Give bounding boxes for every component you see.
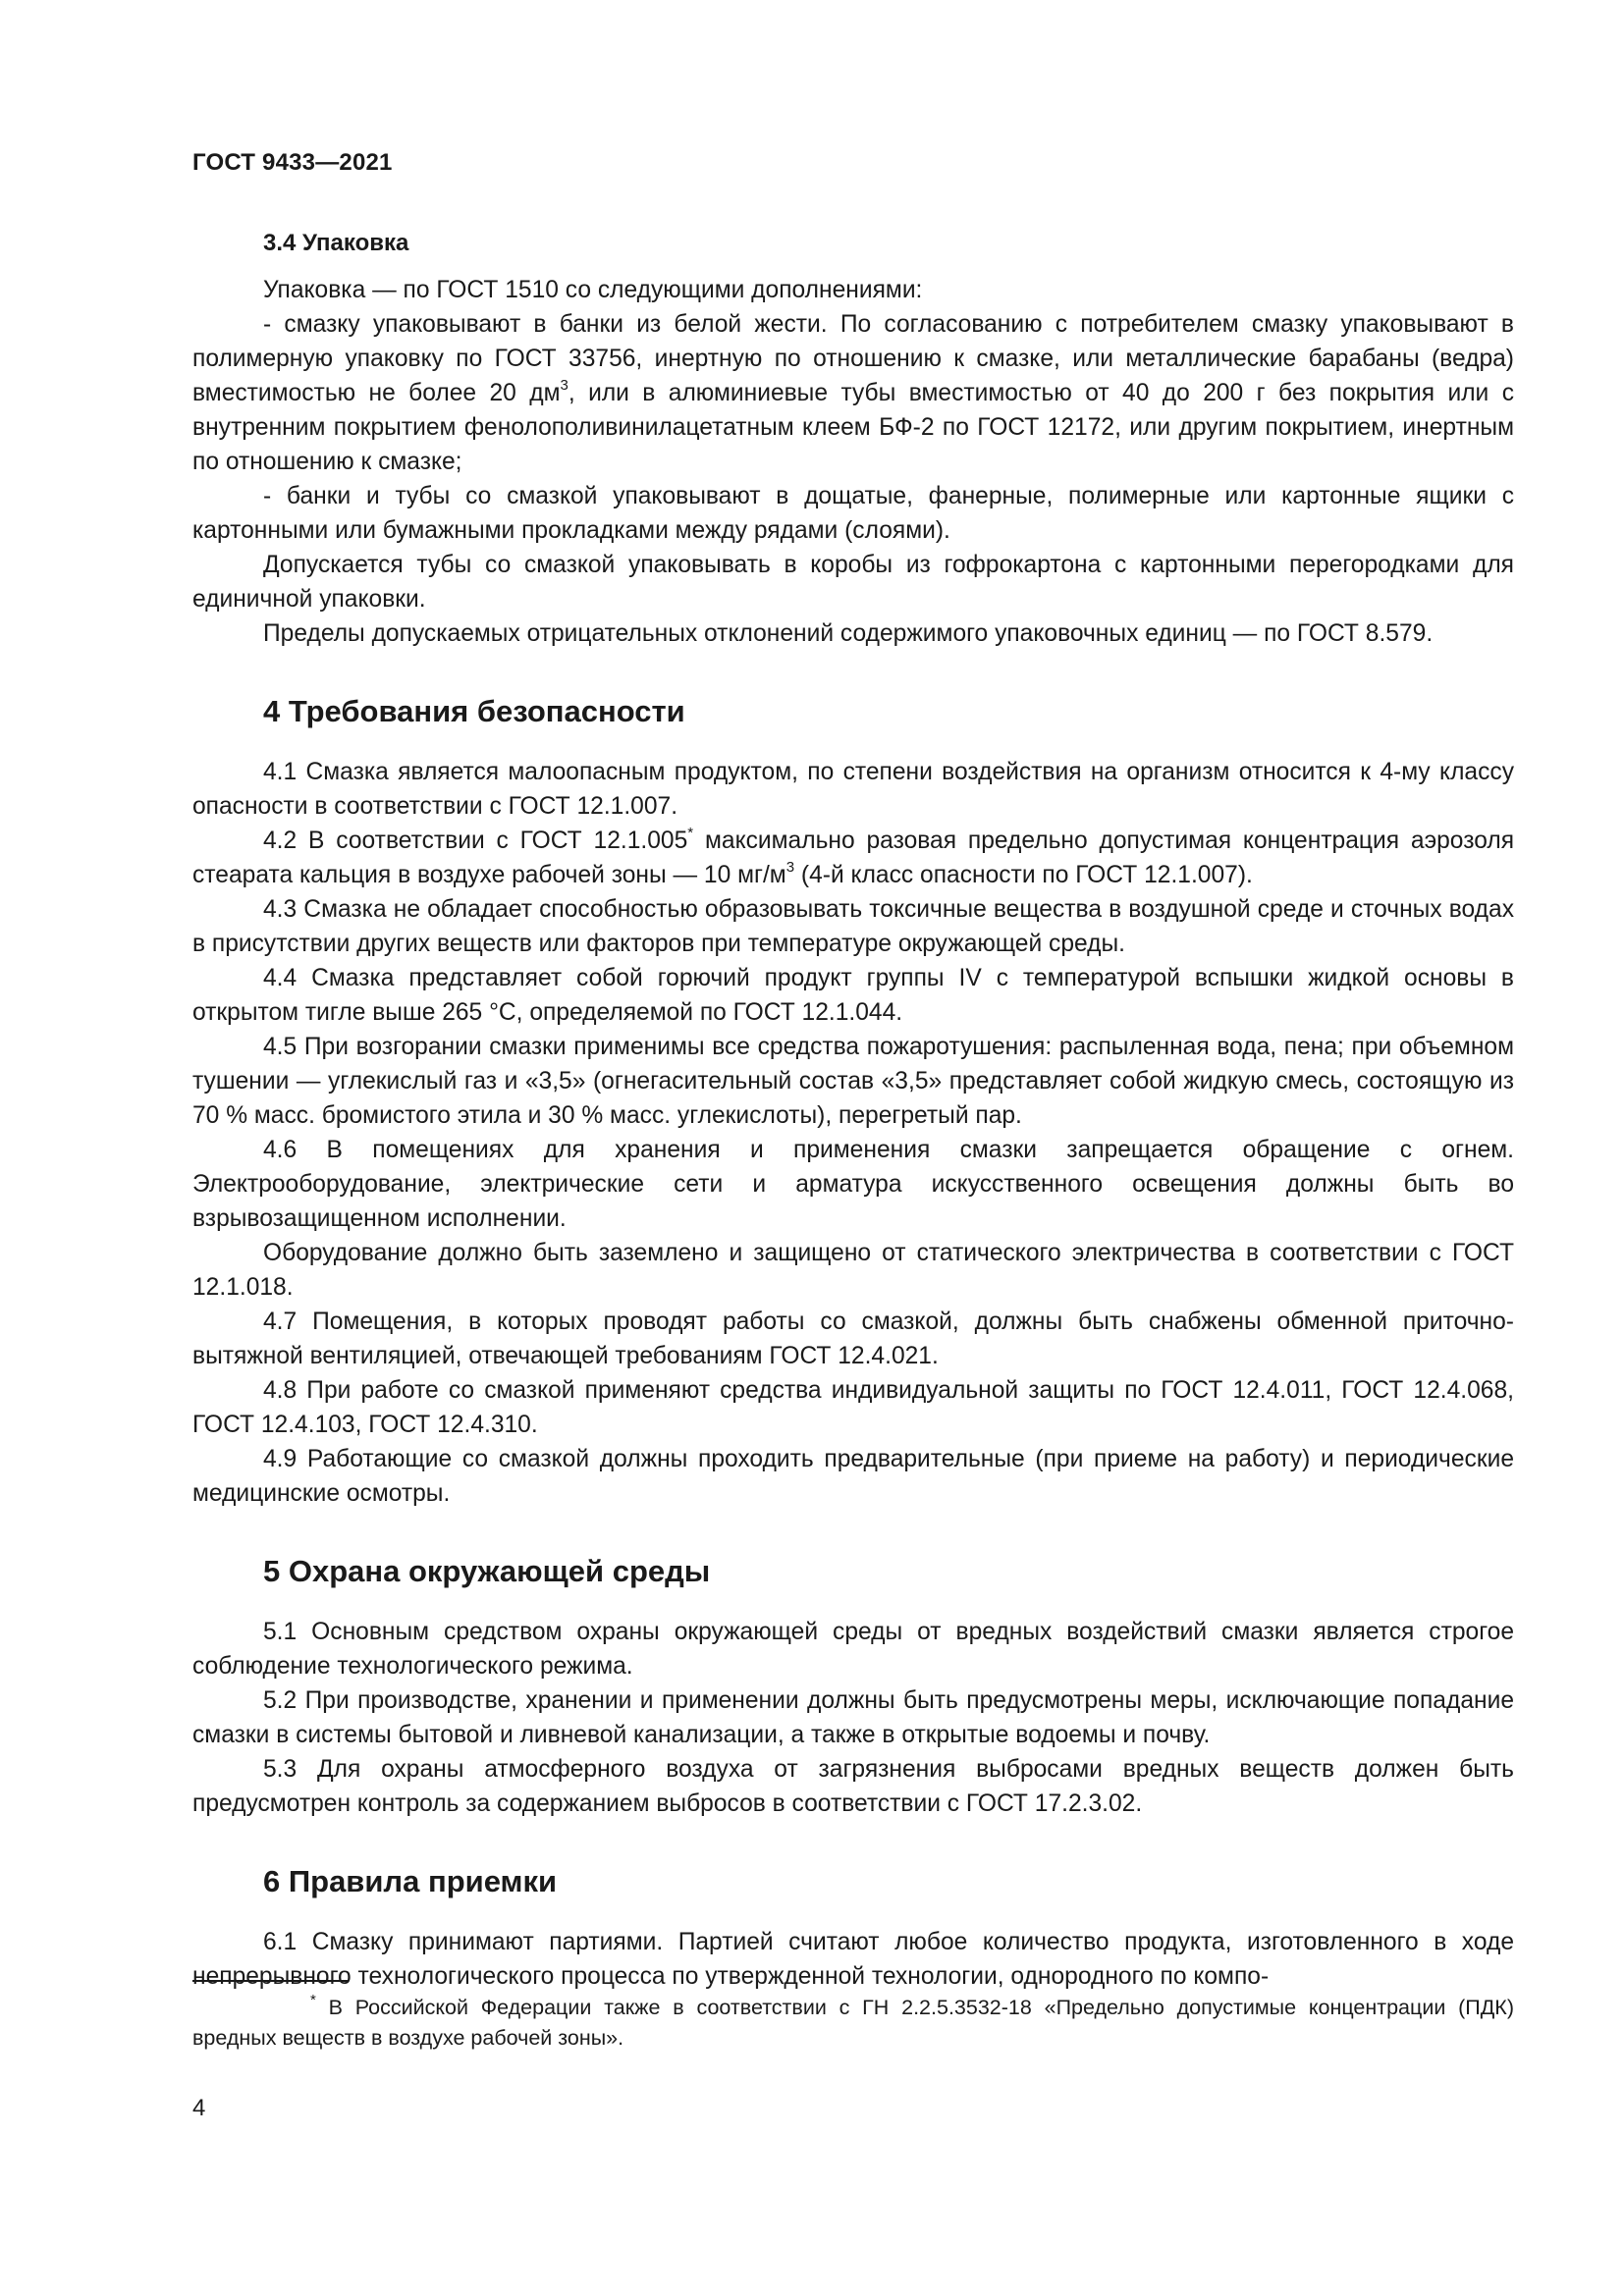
running-header: ГОСТ 9433—2021	[192, 149, 393, 176]
paragraph-4-9: 4.9 Работающие со смазкой должны проходить предварительные (при приеме на работу) и периодические медицинские осмотры.	[192, 1446, 1514, 1507]
section-heading-6: 6 Правила приемки	[263, 1864, 558, 1898]
paragraph-4-7: 4.7 Помещения, в которых проводят работы со смазкой, должны быть снабжены обменной приточно-вытяжной вентиляцией, отвечающей требованиям ГОСТ 12.4.021.	[192, 1308, 1514, 1369]
section-heading-4: 4 Требования безопасности	[263, 694, 685, 728]
paragraph-5-1: 5.1 Основным средством охраны окружающей среды от вредных воздействий смазки является строгое соблюдение технологического режима.	[192, 1619, 1514, 1680]
paragraph-4-5: 4.5 При возгорании смазки применимы все средства пожаротушения: распыленная вода, пена; при объемном тушении — углекислый газ и «3,5» (огнегасительный состав «3,5» представляет собой жидкую смесь, состоящую из 70 % масс. бромистого этила и 30 % масс. углекислоты), перегретый пар.	[192, 1034, 1514, 1129]
superscript: 3	[560, 376, 568, 394]
footnote	[192, 1993, 1514, 2054]
text-run: максимально разовая предельно допустимая концентрация аэрозоля стеарата кальция в воздухе рабочей зоны — 10 мг/м	[192, 828, 1515, 888]
document-page	[192, 0, 1514, 2296]
footnote-text: В Российской Федерации также в соответствии с ГН 2.2.5.3532-18 «Предельно допустимые концентрации (ПДК) вредных веществ в воздухе рабочей зоны».	[192, 1996, 1514, 2050]
paragraph-4-3: 4.3 Смазка не обладает способностью образовывать токсичные вещества в воздушной среде и сточных водах в присутствии других веществ или факторов при температуре окружающей среды.	[192, 896, 1514, 957]
subsection-heading-3-4: 3.4 Упаковка	[263, 230, 409, 256]
footnote-divider	[192, 1980, 348, 1982]
text-run: (4-й класс опасности по ГОСТ 12.1.007).	[794, 862, 1253, 888]
text-run: , или в алюминиевые тубы вместимостью от 40 до 200 г без покрытия или с внутренним покрытием фенолополивинилацетатным клеем БФ-2 по ГОСТ 12172, или другим покрытием, инертным по отношению к смазке;	[192, 380, 1514, 475]
paragraph-4-8: 4.8 При работе со смазкой применяют средства индивидуальной защиты по ГОСТ 12.4.011, ГОСТ 12.4.068, ГОСТ 12.4.103, ГОСТ 12.4.310.	[192, 1377, 1514, 1438]
footnote-marker-wrap	[192, 1991, 316, 2019]
paragraph-3-4-intro: Упаковка — по ГОСТ 1510 со следующими дополнениями:	[263, 277, 923, 303]
paragraph-4-1: 4.1 Смазка является малоопасным продуктом, по степени воздействия на организм относится к 4-му классу опасности в соответствии с ГОСТ 12.1.007.	[192, 759, 1514, 820]
section-heading-5: 5 Охрана окружающей среды	[263, 1554, 711, 1588]
paragraph-5-3: 5.3 Для охраны атмосферного воздуха от загрязнения выбросами вредных веществ должен быть предусмотрен контроль за содержанием выбросов в соответствии с ГОСТ 17.2.3.02.	[192, 1756, 1514, 1817]
footnote-marker: *	[310, 1991, 316, 2008]
paragraph-3-4-deviations: Пределы допускаемых отрицательных отклонений содержимого упаковочных единиц — по ГОСТ 8.579.	[263, 620, 1434, 647]
paragraph-3-4-corrugated: Допускается тубы со смазкой упаковывать в коробы из гофрокартона с картонными перегородками для единичной упаковки.	[192, 552, 1514, 613]
superscript: 3	[785, 858, 795, 876]
paragraph-6-1: 6.1 Смазку принимают партиями. Партией считают любое количество продукта, изготовленного в ходе непрерывного технологического процесса по утвержденной технологии, однородного по компо-	[192, 1929, 1514, 1990]
footnote-reference: *	[687, 824, 694, 841]
page-content	[192, 226, 1514, 1994]
paragraph-4-2	[192, 824, 1514, 892]
paragraph-3-4-cans	[192, 307, 1514, 479]
paragraph-5-2: 5.2 При производстве, хранении и применении должны быть предусмотрены меры, исключающие попадание смазки в системы бытовой и ливневой канализации, а также в открытые водоемы и почву.	[192, 1687, 1514, 1748]
text-run: 4.2 В соответствии с ГОСТ 12.1.005	[263, 828, 688, 854]
paragraph-4-6: 4.6 В помещениях для хранения и применения смазки запрещается обращение с огнем. Электрооборудование, электрические сети и арматура искусственного освещения должны быть во взрывозащищенном исполнении.	[192, 1137, 1514, 1232]
page-number: 4	[192, 2095, 206, 2121]
paragraph-3-4-boxes: - банки и тубы со смазкой упаковывают в дощатые, фанерные, полимерные или картонные ящики с картонными или бумажными прокладками между рядами (слоями).	[192, 483, 1514, 544]
paragraph-4-4: 4.4 Смазка представляет собой горючий продукт группы IV с температурой вспышки жидкой основы в открытом тигле выше 265 °С, определяемой по ГОСТ 12.1.044.	[192, 965, 1514, 1026]
paragraph-4-6-grounding: Оборудование должно быть заземлено и защищено от статического электричества в соответствии с ГОСТ 12.1.018.	[192, 1240, 1514, 1301]
text-run: - смазку упаковывают в банки из белой жести. По согласованию с потребителем смазку упаковывают в полимерную упаковку по ГОСТ 33756, инертную по отношению к смазке, или металлические барабаны (ведра) вместимостью не более 20 дм	[192, 311, 1514, 406]
